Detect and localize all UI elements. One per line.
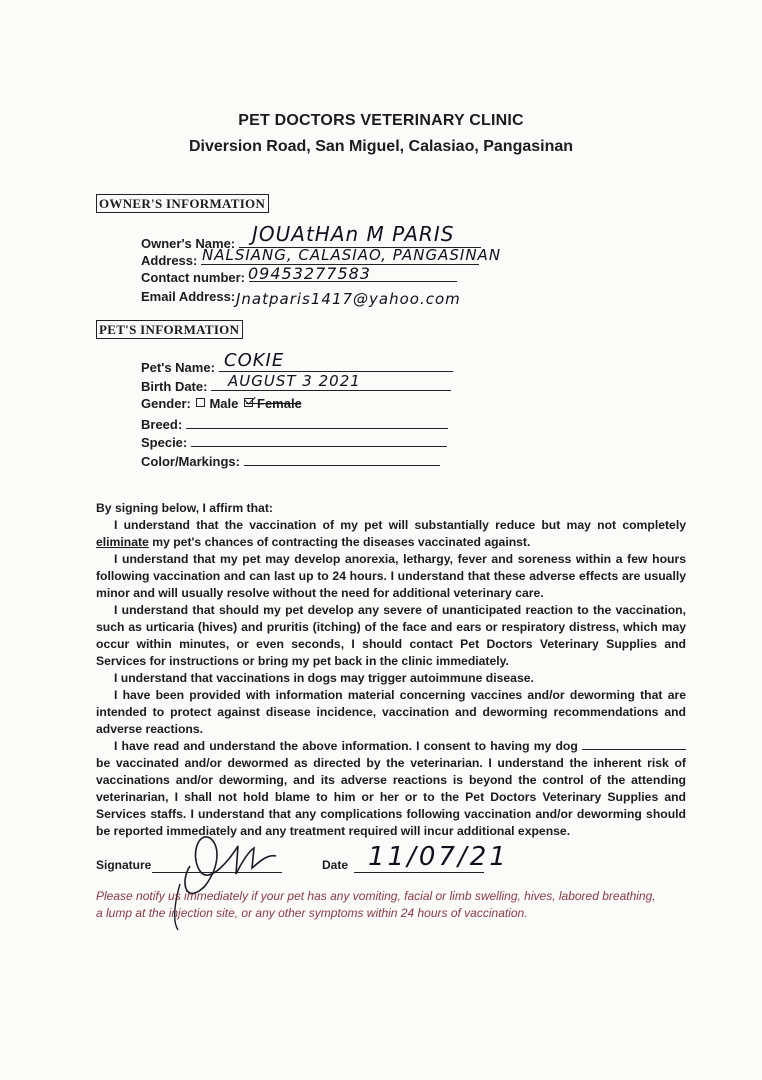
p6-text: I have read and understand the above information. I consent to having my dog [114, 739, 578, 753]
birth-date-label: Birth Date: [141, 379, 208, 394]
color-label: Color/Markings: [141, 454, 240, 469]
specie-label: Specie: [141, 435, 188, 450]
date-label: Date [322, 858, 349, 872]
dog-name-line [582, 738, 686, 750]
owner-name-value: JOUAtHAn M PARIS [252, 222, 455, 246]
p1-underlined: eliminate [96, 535, 149, 549]
consent-intro: By signing below, I affirm that: [96, 501, 273, 515]
pet-section-header: PET'S INFORMATION [96, 320, 243, 339]
notice-text: Please notify us immediately if your pet has any vomiting, facial or limb swelling, hives, labored breathing, a lump at the injection site, or any other symptoms within 24 hours of vaccination. [96, 889, 656, 920]
breed-label: Breed: [141, 417, 183, 432]
male-label: Male [209, 396, 239, 411]
consent-paragraph-6 [96, 738, 686, 840]
male-checkbox[interactable] [196, 398, 205, 407]
breed-field [141, 415, 448, 432]
p1-text-end: my pet's chances of contracting the diseases vaccinated against. [148, 535, 531, 549]
specie-field [141, 433, 447, 450]
consent-paragraph-4: I understand that vaccinations in dogs may trigger autoimmune disease. [114, 671, 534, 685]
specie-line [191, 433, 447, 447]
female-mark [246, 403, 300, 404]
email-value: Jnatparis1417@yahoo.com [236, 290, 461, 308]
breed-line [186, 415, 448, 429]
email-field [141, 287, 239, 304]
address-value: NALSIANG, CALASIAO, PANGASINAN [202, 246, 502, 264]
date-line [354, 872, 484, 873]
consent-paragraph-5: I have been provided with information material concerning vaccines and/or deworming that are intended to protect against disease incidence, vaccination and deworming recommendations and adverse reactions. [96, 688, 686, 736]
consent-paragraph-1 [96, 517, 686, 551]
clinic-name: PET DOCTORS VETERINARY CLINIC [238, 112, 524, 129]
consent-paragraph-3: I understand that should my pet develop any severe of unanticipated reaction to the vaccination, such as urticaria (hives) and pruritis (itching) of the face and ears or respiratory distress, which may occur within minutes, or even seconds, I should contact Pet Doctors Veterinary Supplies and Services for instructions or bring my pet back in the clinic immediately. [96, 603, 686, 668]
owner-name-label: Owner's Name: [141, 236, 236, 251]
female-label: Female [257, 396, 302, 411]
owner-section-header: OWNER'S INFORMATION [96, 194, 269, 213]
gender-label: Gender: [141, 396, 191, 411]
pet-name-label: Pet's Name: [141, 360, 215, 375]
clinic-address: Diversion Road, San Miguel, Calasiao, Pangasinan [188, 138, 574, 155]
pet-name-value: COKIE [224, 350, 285, 371]
address-label: Address: [141, 253, 198, 268]
date-value: 11/07/21 [368, 842, 509, 872]
p1-text: I understand that the vaccination of my pet will substantially reduce but may not completely [114, 518, 686, 532]
birth-date-value: AUGUST 3 2021 [228, 372, 361, 390]
p6-text-end: be vaccinated and/or dewormed as directed by the veterinarian. I understand the inherent risk of vaccinations and/or deworming, and its adverse reactions is beyond the control of the attending veterinarian, I shall not hold blame to him or her or to the Pet Doctors Veterinary Supplies and Services staffs. I understand that any complications following vaccination and/or deworming should be reported immediately and any treatment required will incur additional expense. [96, 756, 686, 838]
color-field [141, 452, 440, 469]
contact-label: Contact number: [141, 270, 245, 285]
contact-value: 09453277583 [248, 264, 371, 283]
email-label: Email Address: [141, 289, 236, 304]
color-line [244, 452, 440, 466]
consent-paragraph-2: I understand that my pet may develop anorexia, lethargy, fever and soreness within a few hours following vaccination and can last up to 24 hours. I understand that these adverse effects are usually minor and will usually resolve without the need for additional veterinary care. [96, 552, 686, 600]
signature-label: Signature [96, 858, 152, 872]
